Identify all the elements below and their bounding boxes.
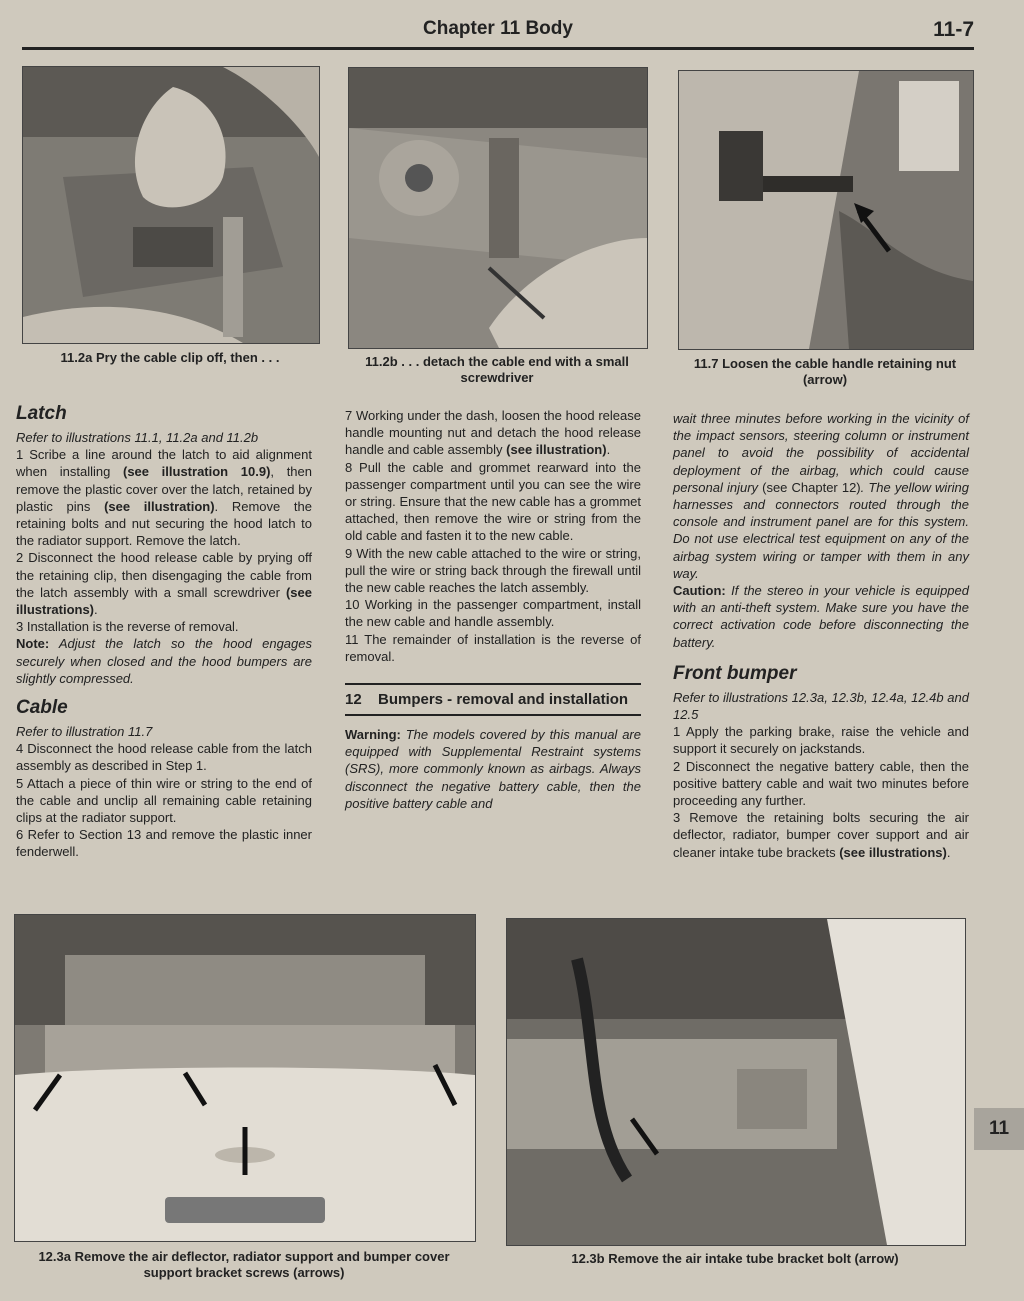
step-text: 1 Scribe a line around the latch to aid alignment when installing <box>16 447 312 480</box>
step-paragraph: 8 Pull the cable and grommet rearward into the passenger compartment until you can see the wire or string. Ensure that the new cable has a grommet attached, then remove the wire or string from the old cable and fasten it to the new cable. <box>345 459 641 544</box>
illustration-ref: (see illustration 10.9) <box>123 464 271 480</box>
subheading-front-bumper: Front bumper <box>673 662 797 684</box>
caution-label: Caution: <box>673 583 726 599</box>
step-text: 7 Working under the dash, loosen the hood release handle mounting nut and detach the hood release handle and cable assembly <box>345 408 641 458</box>
step-paragraph: 10 Working in the passenger compartment, install the new cable and handle assembly. <box>345 597 641 630</box>
warning-continued <box>673 410 969 582</box>
step-text: . <box>94 602 98 618</box>
step-text: , then remove the plastic cover over the latch, retained by plastic pins <box>16 464 312 514</box>
chapter-ref: (see Chapter 12) <box>762 479 861 495</box>
subheading-cable: Cable <box>16 697 68 719</box>
warning-text: The models covered by this manual are equipped with Supplemental Restraint systems (SRS), more commonly known as airbags. Always disconnect the negative battery cable, then the positive battery cable and <box>345 727 641 811</box>
step-text: . <box>946 844 951 860</box>
step-text: 2 Disconnect the hood release cable by prying off the retaining clip, then disengaging the cable from the latch assembly with a small screwdriver <box>16 550 312 600</box>
step-paragraph <box>16 446 312 549</box>
section-number: 12 <box>345 691 362 709</box>
reference-line: Refer to illustrations 11.1, 11.2a and 11.2b <box>16 430 259 445</box>
header-rule <box>22 47 974 50</box>
page-number: 11-7 <box>933 18 974 41</box>
reference-line: Refer to illustrations 12.3a, 12.3b, 12.4a, 12.4b and 12.5 <box>673 689 969 723</box>
text-column-left <box>16 403 312 861</box>
step-paragraph: 2 Disconnect the negative battery cable, then the positive battery cable and wait two minutes before proceeding any further. <box>673 758 969 809</box>
chapter-tab: 11 <box>974 1108 1024 1150</box>
page-header <box>22 14 974 48</box>
step-paragraph: 3 Installation is the reverse of removal. <box>16 619 239 635</box>
step-paragraph: 11 The remainder of installation is the reverse of removal. <box>345 631 641 664</box>
step-text: 3 Remove the retaining bolts securing the air deflector, radiator, bumper cover support and air cleaner intake tube brackets <box>673 810 969 860</box>
step-paragraph <box>16 549 312 618</box>
text-column-middle <box>345 407 641 812</box>
warning-text: . The yellow wiring harnesses and connectors routed through the console and instrument panel are for this system. Do not use electrical test equipment on any of the airbag system wiring or tamper with them in any way. <box>673 479 969 581</box>
caution-paragraph <box>673 582 969 651</box>
photo-caption: 11.7 Loosen the cable handle retaining nut (arrow) <box>693 356 957 387</box>
photo-caption: 11.2a Pry the cable clip off, then . . . <box>60 350 280 365</box>
step-paragraph: 1 Apply the parking brake, raise the vehicle and support it securely on jackstands. <box>673 724 969 757</box>
photo-latch-clip <box>22 66 320 344</box>
warning-paragraph <box>345 726 641 812</box>
photo-intake-bolt <box>506 918 966 1246</box>
note-text: Adjust the latch so the hood engages securely when closed and the hood bumpers are slightly compressed. <box>16 636 312 686</box>
step-paragraph: 4 Disconnect the hood release cable from the latch assembly as described in Step 1. <box>16 741 312 774</box>
step-text: . <box>606 442 611 458</box>
illustration-ref: (see illustrations) <box>839 844 947 860</box>
photo-cable-end <box>348 67 648 349</box>
step-paragraph <box>345 407 641 459</box>
caption-text: . . . detach the cable end with a small screwdriver <box>401 354 629 385</box>
subheading-latch: Latch <box>16 403 67 424</box>
reference-line: Refer to illustration 11.7 <box>16 724 153 740</box>
step-paragraph: 6 Refer to Section 13 and remove the plastic inner fenderwell. <box>16 827 312 860</box>
section-title: Bumpers - removal and installation <box>378 691 629 709</box>
note-label: Note: <box>16 636 50 652</box>
warning-text: wait three minutes before working in the vicinity of the impact sensors, steering column or instrument panel to avoid the possibility of accidental deployment of the airbag, which could cause personal injury <box>673 411 969 495</box>
caution-text: If the stereo in your vehicle is equipped with an anti-theft system. Make sure you have the correct activation code before disconnecting the battery. <box>673 583 969 650</box>
illustration-ref: (see illustration) <box>104 498 215 514</box>
figure-number: 11.2b <box>365 354 398 369</box>
illustration-ref: (see illustration) <box>506 442 607 458</box>
step-text: . Remove the retaining bolts and nut securing the hood latch to the radiator support. Remove the latch. <box>16 498 312 549</box>
photo-caption <box>348 354 646 386</box>
photo-caption: 12.3a Remove the air deflector, radiator support and bumper cover support bracket screws (arrows) <box>38 1249 450 1280</box>
step-paragraph: 5 Attach a piece of thin wire or string to the end of the cable and unclip all remaining cable retaining clips at the radiator support. <box>16 775 312 826</box>
text-column-right <box>673 410 969 861</box>
photo-bumper-screws <box>14 914 476 1242</box>
photo-caption: 12.3b Remove the air intake tube bracket bolt (arrow) <box>571 1251 899 1266</box>
warning-label: Warning: <box>345 727 401 743</box>
chapter-title: Chapter 11 Body <box>423 18 573 39</box>
step-paragraph <box>673 809 969 861</box>
step-paragraph: 9 With the new cable attached to the wire or string, pull the wire or string back through the firewall until the new cable reaches the latch assembly. <box>345 545 641 596</box>
note-paragraph <box>16 635 312 687</box>
photo-cable-handle <box>678 70 974 350</box>
section-heading <box>345 683 641 716</box>
illustration-ref: (see illustrations) <box>16 584 312 618</box>
